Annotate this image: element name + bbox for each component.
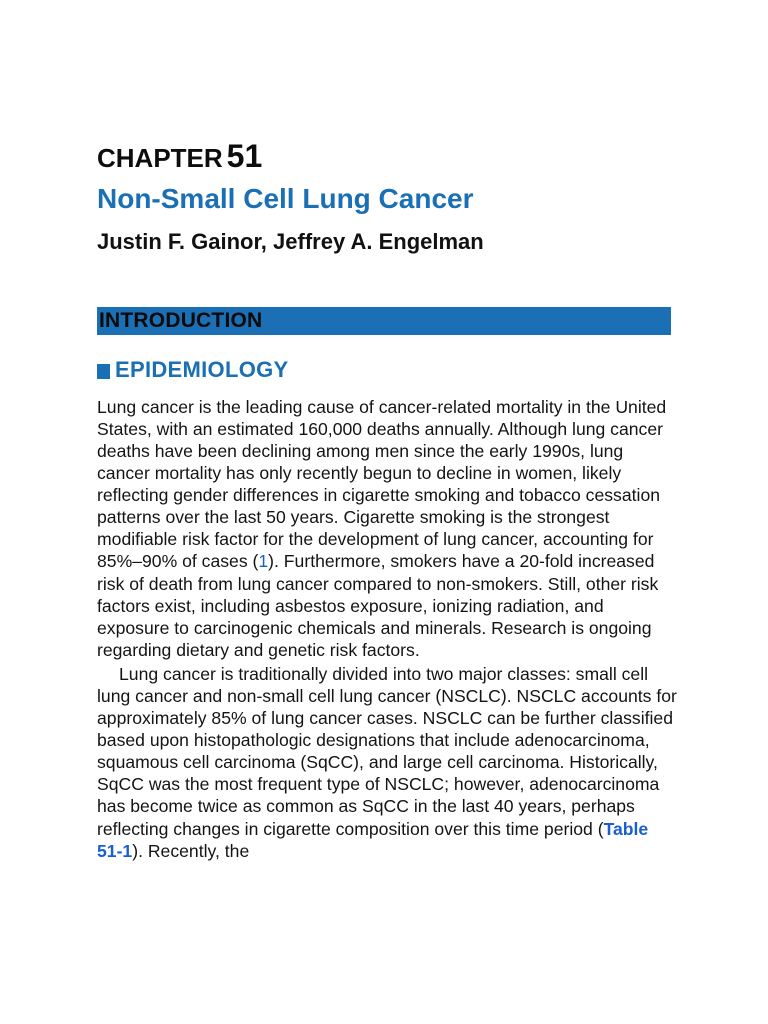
subsection-heading bbox=[97, 357, 677, 383]
paragraph-epidemiology-1 bbox=[97, 396, 677, 661]
chapter-heading bbox=[97, 140, 677, 172]
chapter-label: CHAPTER bbox=[97, 143, 223, 173]
subsection-heading-epidemiology: EPIDEMIOLOGY bbox=[115, 356, 289, 382]
paragraph-epidemiology-2 bbox=[97, 663, 677, 862]
table-51-1-link[interactable]: Table 51-1 bbox=[97, 818, 649, 861]
section-heading-introduction: INTRODUCTION bbox=[99, 308, 263, 332]
reference-link-1[interactable]: 1 bbox=[258, 551, 269, 572]
paragraph-text: ). Furthermore, smokers have a 20-fold increased risk of death from lung cancer compared to non-smokers. Still, other risk factors exist, including asbestos exposure, ionizing radiation, and exposure to carcinogenic chemicals and minerals. Research is ongoing regarding dietary and genetic risk factors. bbox=[97, 551, 659, 660]
square-bullet-icon bbox=[97, 364, 110, 379]
paragraph-text: Lung cancer is traditionally divided into two major classes: small cell lung cancer and non-small cell lung cancer (NSCLC). NSCLC accounts for approximately 85% of lung cancer cases. NSCLC can be further classified based upon histopathologic designations that include adenocarcinoma, squamous cell carcinoma (SqCC), and large cell carcinoma. Historically, SqCC was the most frequent type of NSCLC; however, adenocarcinoma has become twice as common as SqCC in the last 40 years, perhaps reflecting changes in cigarette composition over this time period ( bbox=[97, 663, 677, 839]
chapter-number: 51 bbox=[226, 138, 263, 174]
paragraph-text: ). Recently, the bbox=[132, 840, 250, 861]
chapter-authors: Justin F. Gainor, Jeffrey A. Engelman bbox=[97, 228, 484, 254]
chapter-page bbox=[97, 140, 677, 862]
section-heading-bar bbox=[97, 307, 671, 335]
paragraph-text: Lung cancer is the leading cause of cancer-related mortality in the United States, with an estimated 160,000 deaths annually. Although lung cancer deaths have been declining among men since the early 1990s, lung cancer mortality has only recently begun to decline in women, likely reflecting gender differences in cigarette smoking and tobacco cessation patterns over the last 50 years. Cigarette smoking is the strongest modifiable risk factor for the development of lung cancer, accounting for 85%–90% of cases ( bbox=[97, 396, 667, 572]
chapter-title: Non-Small Cell Lung Cancer bbox=[97, 183, 474, 214]
